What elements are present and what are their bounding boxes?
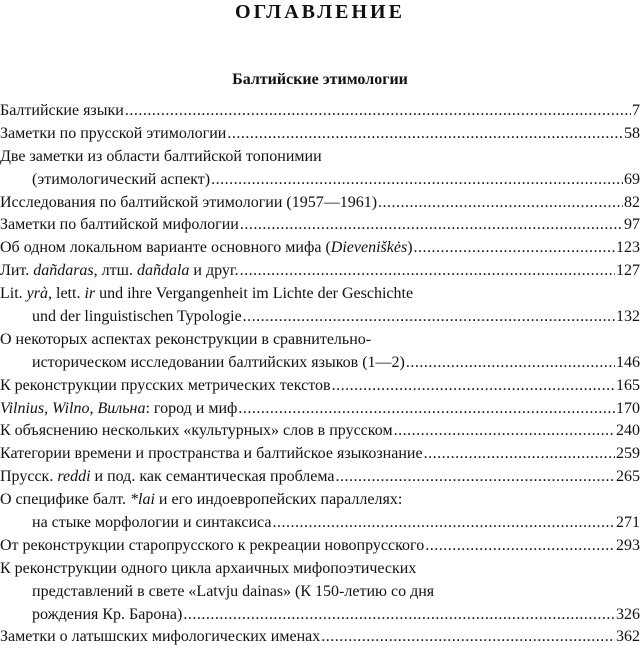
toc-entry-text: представлений в свете «Latvju dainas» (К 150-летию со дня [32,582,435,600]
toc-dot-leader [378,192,623,215]
toc-entry [0,466,640,489]
toc-entry-text: и его индоевропейских параллелях: [154,491,403,509]
toc-entry-text: историческом исследовании балтийских языков (1—2) [32,353,405,371]
toc-entry-text: , лтш. [93,262,137,280]
toc-entry [0,192,640,215]
toc-page-number: 97 [624,216,640,234]
toc-entry-title [0,443,423,466]
toc-entry [0,237,640,260]
toc-entry-text: Заметки по прусской этимологии [0,124,227,142]
toc-entry-text: , [44,399,53,417]
toc-page-number: 132 [616,308,640,326]
toc-entry [0,283,640,306]
toc-entry-text: От реконструкции старопрусского к рекреации новопрусского [0,536,425,554]
toc-page-number: 259 [616,445,640,463]
toc-entry-title [0,489,402,512]
toc-entry-italic-text: Wilno [52,399,90,417]
toc-entry-title [32,352,405,375]
toc-entry [0,489,640,512]
toc-page-number: 265 [616,468,640,486]
toc-entry-text: Категории времени и пространства и балтийское языкознание [0,445,423,463]
toc-entry-title [0,100,124,123]
toc-entry-title [0,420,393,443]
toc-entry-text: (этимологический аспект) [32,170,211,188]
toc-entry [0,604,640,627]
toc-page-number: 271 [616,514,640,532]
toc-entry-title [0,329,371,352]
toc-entry [0,329,640,352]
toc-entry-title [0,214,239,237]
toc-entry-title [32,306,242,329]
toc-entry-title [0,146,322,169]
toc-dot-leader [336,466,615,489]
toc-entry-text: Заметки по балтийской мифологии [0,216,239,234]
toc-entry-italic-text: reddi [57,468,91,486]
toc-entry-title [0,283,413,306]
toc-page-number: 326 [616,605,640,623]
toc-dot-leader [425,535,615,558]
toc-entry-text: Заметки о латышских мифологических именах [0,628,321,646]
toc-entry-text: на стыке морфологии и синтаксиса [32,514,272,532]
toc-entry [0,535,640,558]
page-title: ОГЛАВЛЕНИЕ [235,1,405,23]
toc-entry [0,512,640,535]
toc-page-number: 362 [616,628,640,646]
toc-entry [0,443,640,466]
toc-dot-leader [394,420,615,443]
toc-dot-leader [414,237,615,260]
toc-dot-leader [240,260,615,283]
toc-entry-italic-text: Vilnius [0,399,45,417]
toc-entry-text: Об одном локальном варианте основного мифа ( [0,239,331,257]
toc-entry-title [32,169,210,192]
toc-entry-text: Исследования по балтийской этимологии (1957—1961) [0,193,378,211]
toc-entry [0,352,640,375]
toc-entry-text: и друг. [189,262,239,280]
toc-page-number: 293 [616,536,640,554]
toc-entry-text: , [89,399,98,417]
toc-entry-text: О некоторых аспектах реконструкции в сравнительно- [0,330,372,348]
toc-entry [0,146,640,169]
toc-dot-leader [240,214,623,237]
toc-page-number: 165 [616,376,640,394]
toc-entry-text: , lett. [48,285,85,303]
toc-entry-title [0,123,226,146]
toc-entry-title [0,535,424,558]
toc-entry-title [0,466,335,489]
toc-page-number: 170 [616,399,640,417]
toc-entry [0,100,640,123]
toc-entry-italic-text: ir [84,285,96,303]
toc-entry-text: ) [407,239,413,257]
toc-entry-text: Балтийские языки [0,102,124,119]
toc-page-number: 58 [624,124,640,142]
toc-entry-italic-text: yrà [26,285,48,303]
toc-page-number: 7 [632,102,640,119]
toc-page-number: 123 [616,239,640,257]
toc-entry-text: К объяснению нескольких «культурных» слов в прусском [0,422,393,440]
toc-page-number: 69 [624,170,640,188]
toc-entry-title [0,237,413,260]
toc-entry-title [32,512,271,535]
toc-entry-italic-text: Dieveniškės [330,239,408,257]
toc-entry-text: Прусск. [0,468,58,486]
toc-page-number: 240 [616,422,640,440]
toc-entry-italic-text: dañdala [136,262,190,280]
toc-entry-text: К реконструкции прусских метрических текстов [0,376,331,394]
toc-dot-leader [243,306,615,329]
toc-dot-leader [272,512,615,535]
toc-entry [0,169,640,192]
toc-entry-title [32,604,182,627]
toc-entry-text: Lit. [0,285,27,303]
toc-entry-title [0,558,416,581]
toc-entry-text: О специфике балт. [0,491,131,509]
toc-dot-leader [424,443,615,466]
toc-entry [0,398,640,421]
toc-entry [0,420,640,443]
toc-dot-leader [321,626,615,649]
toc-dot-leader [332,375,615,398]
toc-entry-text: und der linguistischen Typologie [32,308,242,326]
toc-entry-title [0,626,320,649]
toc-entry-text: К реконструкции одного цикла архаичных мифопоэтических [0,559,417,577]
toc-entry-italic-text: Вильна [97,399,146,417]
toc-entry-title [0,260,239,283]
toc-entry [0,375,640,398]
toc-entry-title [0,375,331,398]
toc-entry-title [32,581,434,604]
toc-entry-italic-text: dañdaras [33,262,94,280]
toc-dot-leader [125,100,631,123]
toc-entry-italic-text: *lai [130,491,155,509]
toc-entry-text: : город и миф [145,399,238,417]
section-heading: Балтийские этимологии [232,71,408,88]
toc-entry [0,558,640,581]
toc-entry-text: рождения Кр. Барона) [32,605,183,623]
toc-entry [0,306,640,329]
toc-entry [0,581,640,604]
toc-dot-leader [238,398,615,421]
toc-dot-leader [227,123,623,146]
toc-entry [0,214,640,237]
toc-entry-title [0,398,237,421]
toc-page-number: 146 [616,353,640,371]
toc-entry-text: и под. как семантическая проблема [90,468,335,486]
toc-entry-title [0,192,377,215]
toc-dot-leader [183,604,615,627]
toc-entry-text: Лит. [0,262,34,280]
toc-dot-leader [406,352,615,375]
toc-entry [0,626,640,649]
toc-entry-text: Две заметки из области балтийской топонимии [0,147,322,165]
toc-dot-leader [211,169,623,192]
table-of-contents [0,100,640,649]
toc-entry-text: und ihre Vergangenheit im Lichte der Geschichte [95,285,414,303]
toc-entry [0,123,640,146]
toc-entry [0,260,640,283]
toc-page-number: 127 [616,262,640,280]
toc-page-number: 82 [624,193,640,211]
